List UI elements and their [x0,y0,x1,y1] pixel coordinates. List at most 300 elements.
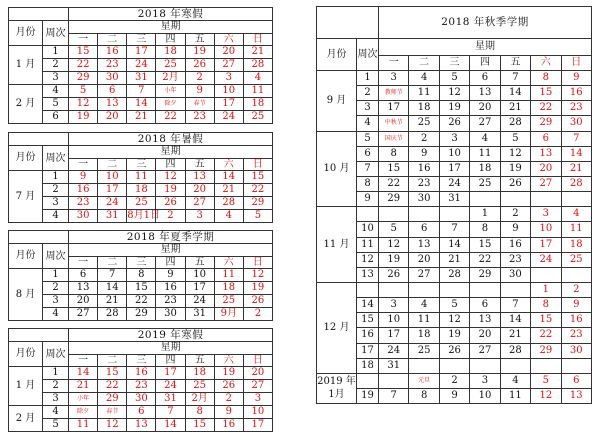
day-cell: 小年 [156,85,185,98]
day-cell: 30 [69,210,98,223]
day-cell: 18 [470,161,500,176]
day-cell: 16 [127,367,156,380]
table-title: 2019 年寒假 [69,329,273,342]
day-cell: 31 [156,393,185,406]
month-header: 月份 [9,342,43,367]
day-cell: 8 [185,406,214,419]
day-cell [500,192,530,207]
day-cell: 8 [127,269,156,282]
week-number: 5 [43,419,69,432]
week-number: 3 [43,393,69,406]
day-cell: 17 [156,367,185,380]
day-cell: 6 [409,222,439,237]
day-name-header: 四 [156,355,185,367]
day-cell: 14 [69,367,98,380]
day-cell: 13 [470,313,500,328]
day-cell: 9 [409,146,439,161]
day-cell: 17 [379,101,409,116]
day-cell: 26 [214,380,243,393]
day-cell: 29 [127,308,156,321]
day-name-header: 三 [127,355,156,367]
day-cell: 12 [98,419,127,432]
week-number: 4 [357,116,379,131]
day-cell: 11 [127,171,156,184]
week-header: 星期 [69,342,273,355]
day-cell: 11 [561,222,591,237]
day-cell: 27 [470,116,500,131]
day-cell: 13 [127,419,156,432]
day-cell: 7 [379,388,409,403]
day-cell: 8月1日 [127,210,161,221]
day-cell: 20 [470,328,500,343]
day-cell: 30 [409,192,439,207]
week-number: 1 [357,71,379,86]
day-name-header: 日 [243,34,272,46]
day-cell: 20 [185,184,214,197]
day-name-header: 三 [439,56,469,71]
day-cell: 12 [156,171,185,184]
week-number [357,207,379,222]
day-cell: 23 [69,197,98,210]
day-name-header: 四 [156,257,185,269]
day-cell: 2 [185,72,214,85]
day-cell: 14 [127,98,156,111]
blank-corner [9,8,69,21]
day-cell: 5 [439,298,469,313]
day-cell: 9 [156,269,185,282]
day-cell: 11 [243,85,272,98]
day-cell: 16 [500,237,530,252]
day-cell: 17 [127,46,156,59]
day-cell: 2 [561,282,591,297]
day-name-header: 六 [214,159,243,171]
month-label: 1 月 [9,46,43,85]
day-cell: 19 [214,367,243,380]
week-number: 3 [357,101,379,116]
day-cell: 10 [185,269,214,282]
week-number: 4 [43,406,69,419]
day-cell [500,282,530,297]
week-number: 13 [357,267,379,282]
day-cell: 17 [531,237,561,252]
day-cell: 15 [69,46,98,59]
day-cell: 11 [69,419,98,432]
day-cell: 23 [561,101,591,116]
day-cell: 27 [470,343,500,358]
autumn-semester-2018-table [316,6,592,404]
day-cell: 30 [98,72,127,85]
day-name-header: 三 [127,34,156,46]
day-cell: 24 [127,59,156,72]
summer-session-2018-table [8,230,273,321]
month-label: 9 月 [317,71,357,132]
day-name-header: 五 [185,355,214,367]
day-cell: 22 [470,252,500,267]
day-cell: 13 [69,282,98,295]
summer-break-2018-table [8,132,273,223]
day-cell: 22 [531,101,561,116]
month-label: 2019 年1月 [317,373,357,403]
week-number: 5 [43,98,69,111]
day-cell [409,358,439,373]
day-cell: 19 [379,252,409,267]
day-cell: 5 [531,373,561,388]
day-name-header: 二 [409,56,439,71]
day-cell: 除夕 [156,98,185,111]
day-cell [409,207,439,222]
day-cell: 13 [98,98,127,111]
week-number: 14 [357,298,379,313]
day-cell: 3 [379,298,409,313]
day-name-header: 一 [379,56,409,71]
day-name-header: 二 [98,257,127,269]
day-cell: 26 [379,267,409,282]
day-name-header: 二 [98,355,127,367]
day-name-header: 二 [98,34,127,46]
day-cell: 10 [214,85,243,98]
day-cell: 元旦 [409,373,439,388]
week-number [357,282,379,297]
day-cell: 8 [531,298,561,313]
day-cell: 19 [500,161,530,176]
day-cell: 除夕 [69,406,98,419]
day-cell: 12 [69,98,98,111]
day-cell: 20 [214,46,243,59]
day-name-header: 一 [69,355,98,367]
day-cell: 教师节 [379,86,409,101]
day-cell: 4 [500,373,530,388]
day-cell: 23 [127,380,156,393]
week-number: 16 [357,328,379,343]
day-cell: 21 [127,111,156,124]
day-name-header: 日 [561,56,591,71]
day-cell: 15 [98,367,127,380]
day-cell: 25 [185,380,214,393]
week-number: 12 [357,252,379,267]
week-number: 5 [357,131,379,146]
day-name-header: 六 [214,355,243,367]
week-no-header: 周次 [43,146,69,171]
day-cell [379,373,409,388]
day-cell: 12 [379,237,409,252]
day-cell: 16 [409,161,439,176]
day-cell: 21 [439,252,469,267]
day-cell: 25 [470,176,500,191]
week-no-header: 周次 [43,342,69,367]
week-number: 1 [43,46,69,59]
day-name-header: 五 [185,159,214,171]
day-cell: 18 [156,46,185,59]
day-cell: 12 [439,86,469,101]
month-header: 月份 [9,146,43,171]
day-cell: 31 [439,192,469,207]
day-cell [409,282,439,297]
day-cell: 3 [531,207,561,222]
day-cell: 7 [439,222,469,237]
week-header: 星期 [69,244,273,257]
month-header: 月份 [9,244,43,269]
day-cell: 3 [214,72,243,85]
week-number: 11 [357,237,379,252]
day-cell: 18 [409,328,439,343]
day-cell: 18 [185,367,214,380]
day-cell: 13 [531,146,561,161]
day-cell: 29 [69,72,98,85]
day-cell: 14 [439,237,469,252]
day-cell: 27 [409,267,439,282]
day-cell: 5 [243,210,272,223]
day-name-header: 日 [243,355,272,367]
day-cell: 14 [98,282,127,295]
day-cell: 30 [561,116,591,131]
day-cell: 29 [531,343,561,358]
day-cell: 31 [185,308,214,321]
day-cell: 21 [500,328,530,343]
day-cell: 21 [98,295,127,308]
day-cell: 4 [243,72,272,85]
day-cell: 15 [470,237,500,252]
day-cell [531,192,561,207]
day-cell: 7 [98,269,127,282]
day-cell: 19 [185,46,214,59]
day-cell: 27 [243,380,272,393]
day-cell: 22 [379,176,409,191]
week-number: 2 [43,59,69,72]
day-cell: 15 [127,282,156,295]
day-cell: 2 [243,308,272,321]
day-cell: 12 [500,146,530,161]
day-name-header: 六 [214,34,243,46]
blank-corner [9,329,69,342]
day-cell: 25 [243,111,272,124]
day-cell: 27 [185,197,214,210]
day-cell: 29 [98,393,127,406]
blank-corner [317,7,379,39]
week-header: 星期 [69,146,273,159]
week-no-header: 周次 [43,21,69,46]
day-cell: 25 [561,252,591,267]
day-cell: 中秋节 [379,116,409,131]
day-cell: 10 [531,222,561,237]
week-number: 4 [43,210,69,223]
day-cell: 27 [214,59,243,72]
day-cell: 30 [127,393,156,406]
day-cell: 2 [214,393,243,406]
day-cell: 6 [470,298,500,313]
day-cell: 16 [69,184,98,197]
week-number: 8 [357,176,379,191]
day-cell [379,282,409,297]
day-cell: 31 [98,210,127,223]
day-name-header: 四 [156,34,185,46]
week-number: 10 [357,222,379,237]
day-cell: 14 [500,86,530,101]
week-number: 7 [357,161,379,176]
day-cell: 15 [243,171,272,184]
day-cell: 22 [156,111,185,124]
day-cell: 24 [439,176,469,191]
day-cell: 30 [500,267,530,282]
day-cell: 19 [69,111,98,124]
day-cell: 7 [500,298,530,313]
day-cell: 28 [500,116,530,131]
day-cell: 10 [243,406,272,419]
day-cell: 26 [243,295,272,308]
day-cell: 5 [500,131,530,146]
day-cell: 18 [214,282,243,295]
day-name-header: 一 [69,257,98,269]
day-cell: 15 [379,161,409,176]
day-cell: 16 [561,313,591,328]
month-label: 11 月 [317,207,357,283]
week-number: 6 [43,111,69,124]
day-cell: 13 [409,237,439,252]
week-number: 2 [43,282,69,295]
day-cell: 23 [561,328,591,343]
day-cell: 2月 [185,393,214,406]
day-cell: 10 [470,388,500,403]
day-cell: 28 [214,197,243,210]
day-cell [561,192,591,207]
day-cell [531,267,561,282]
day-cell: 13 [561,388,591,403]
month-label: 8 月 [9,269,43,321]
day-cell: 9 [439,388,469,403]
day-cell: 21 [214,184,243,197]
day-cell: 14 [561,146,591,161]
day-cell: 29 [243,197,272,210]
day-cell: 18 [127,184,156,197]
day-cell: 29 [470,267,500,282]
day-cell: 9 [69,171,98,184]
week-number: 15 [357,313,379,328]
month-header: 月份 [9,21,43,46]
day-cell: 3 [185,210,214,223]
day-cell: 6 [127,406,156,419]
blank-corner [9,133,69,146]
day-name-header: 二 [98,159,127,171]
day-cell: 24 [214,111,243,124]
day-cell: 28 [500,343,530,358]
day-cell: 3 [470,373,500,388]
day-cell: 28 [561,176,591,191]
day-name-header: 三 [127,257,156,269]
day-cell: 国庆节 [379,131,409,146]
day-cell: 30 [561,343,591,358]
day-cell: 25 [409,116,439,131]
day-cell: 5 [439,71,469,86]
day-cell: 6 [98,85,127,98]
day-cell: 31 [127,72,156,85]
day-cell: 22 [531,328,561,343]
day-cell: 11 [470,146,500,161]
day-cell: 3 [439,131,469,146]
day-cell: 16 [214,419,243,432]
month-label: 2 月 [9,406,43,432]
month-label: 10 月 [317,131,357,207]
day-cell: 29 [379,192,409,207]
day-name-header: 一 [69,34,98,46]
day-cell: 21 [500,101,530,116]
day-cell: 6 [561,373,591,388]
day-cell: 14 [500,313,530,328]
day-cell [439,207,469,222]
day-cell: 19 [243,282,272,295]
day-cell: 8 [470,222,500,237]
day-cell: 9 [561,298,591,313]
day-cell: 18 [561,237,591,252]
day-cell: 14 [214,171,243,184]
day-cell: 12 [243,269,272,282]
day-cell [470,192,500,207]
week-header: 星期 [69,21,273,34]
day-cell: 23 [156,295,185,308]
day-cell: 春节 [185,98,214,111]
day-name-header: 五 [185,257,214,269]
day-name-header: 四 [156,159,185,171]
day-cell [379,207,409,222]
day-cell: 5 [69,85,98,98]
day-name-header: 四 [470,56,500,71]
day-cell: 2 [439,373,469,388]
day-cell: 18 [409,101,439,116]
day-name-header: 六 [214,257,243,269]
day-cell: 12 [439,313,469,328]
day-cell: 28 [439,267,469,282]
day-name-header: 六 [531,56,561,71]
day-cell: 26 [500,176,530,191]
day-cell: 16 [561,86,591,101]
day-cell: 3 [379,71,409,86]
day-cell: 24 [156,380,185,393]
day-cell: 20 [531,161,561,176]
day-cell: 4 [409,298,439,313]
day-cell: 29 [531,116,561,131]
day-cell [561,267,591,282]
week-number: 19 [357,388,379,403]
day-cell: 16 [98,46,127,59]
day-cell: 7 [500,71,530,86]
day-cell [470,358,500,373]
day-cell: 9 [214,406,243,419]
day-cell: 11 [214,269,243,282]
table-title: 2018 年秋季学期 [379,7,592,39]
day-cell: 24 [185,295,214,308]
month-label: 7 月 [9,171,43,223]
day-cell [500,358,530,373]
day-cell: 22 [243,184,272,197]
month-header: 月份 [317,39,357,71]
week-number: 1 [43,269,69,282]
day-cell: 21 [69,380,98,393]
day-cell: 21 [561,161,591,176]
day-cell [470,282,500,297]
day-cell: 19 [439,101,469,116]
week-number: 4 [43,85,69,98]
day-cell: 9 [500,222,530,237]
day-cell: 9 [561,71,591,86]
day-cell: 27 [69,308,98,321]
day-name-header: 日 [243,159,272,171]
day-cell: 26 [156,197,185,210]
day-cell: 15 [531,86,561,101]
day-cell: 24 [379,343,409,358]
blank-corner [9,231,69,244]
day-cell: 8 [409,388,439,403]
day-cell: 春节 [98,406,127,419]
day-name-header: 三 [127,159,156,171]
day-cell: 24 [98,197,127,210]
